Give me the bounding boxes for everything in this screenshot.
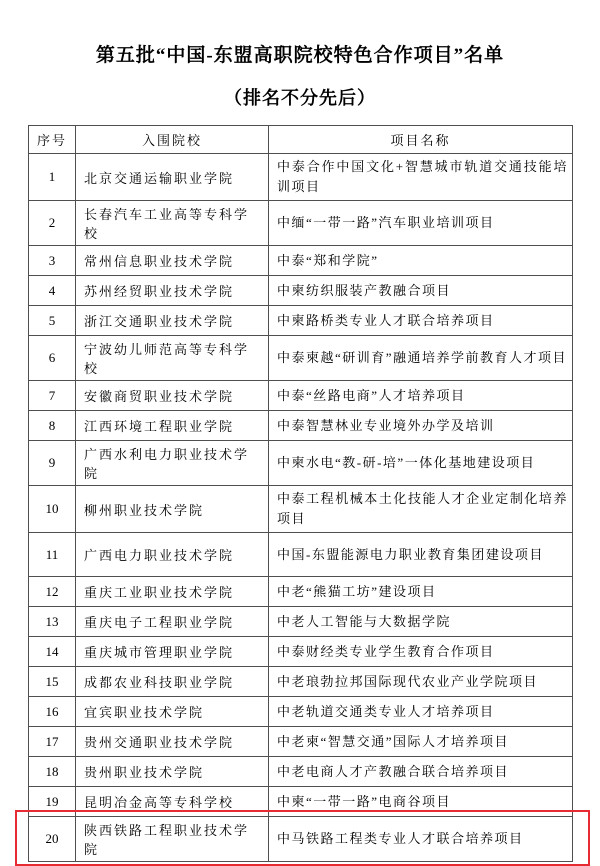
cell-no: 9 xyxy=(29,441,76,486)
cell-school: 苏州经贸职业技术学院 xyxy=(76,276,269,306)
cell-project: 中老柬“智慧交通”国际人才培养项目 xyxy=(269,727,573,757)
cell-school: 常州信息职业技术学院 xyxy=(76,246,269,276)
cell-school: 广西水利电力职业技术学院 xyxy=(76,441,269,486)
cell-school: 广西电力职业技术学院 xyxy=(76,533,269,577)
cell-no: 17 xyxy=(29,727,76,757)
cell-project: 中马铁路工程类专业人才联合培养项目 xyxy=(269,817,573,862)
table-row xyxy=(29,246,573,276)
cell-no: 12 xyxy=(29,577,76,607)
cell-school: 柳州职业技术学院 xyxy=(76,486,269,533)
cell-project: 中缅“一带一路”汽车职业培训项目 xyxy=(269,201,573,246)
cell-project: 中泰合作中国文化+智慧城市轨道交通技能培训项目 xyxy=(269,154,573,201)
table-row xyxy=(29,787,573,817)
cell-project: 中老人工智能与大数据学院 xyxy=(269,607,573,637)
col-header-school: 入围院校 xyxy=(76,126,269,154)
header-row xyxy=(29,126,573,154)
cell-project: 中泰“郑和学院” xyxy=(269,246,573,276)
table-row xyxy=(29,727,573,757)
cell-school: 贵州职业技术学院 xyxy=(76,757,269,787)
cell-no: 5 xyxy=(29,306,76,336)
table-row xyxy=(29,486,573,533)
cell-school: 成都农业科技职业学院 xyxy=(76,667,269,697)
cell-project: 中柬纺织服装产教融合项目 xyxy=(269,276,573,306)
col-header-no: 序号 xyxy=(29,126,76,154)
table-row xyxy=(29,697,573,727)
cell-no: 20 xyxy=(29,817,76,862)
table-row xyxy=(29,533,573,577)
cell-school: 安徽商贸职业技术学院 xyxy=(76,381,269,411)
cell-no: 15 xyxy=(29,667,76,697)
cell-no: 6 xyxy=(29,336,76,381)
cell-school: 重庆工业职业技术学院 xyxy=(76,577,269,607)
cell-school: 重庆城市管理职业学院 xyxy=(76,637,269,667)
table-row xyxy=(29,306,573,336)
table-row xyxy=(29,441,573,486)
table-row xyxy=(29,607,573,637)
table-row xyxy=(29,577,573,607)
table-row xyxy=(29,637,573,667)
table-row xyxy=(29,757,573,787)
cell-no: 13 xyxy=(29,607,76,637)
cell-school: 重庆电子工程职业学院 xyxy=(76,607,269,637)
table-container xyxy=(28,125,572,862)
cell-no: 19 xyxy=(29,787,76,817)
cell-project: 中柬水电“教-研-培”一体化基地建设项目 xyxy=(269,441,573,486)
cell-project: 中老琅勃拉邦国际现代农业产业学院项目 xyxy=(269,667,573,697)
cell-no: 16 xyxy=(29,697,76,727)
cell-no: 11 xyxy=(29,533,76,577)
table-row xyxy=(29,817,573,862)
cell-no: 14 xyxy=(29,637,76,667)
cell-project: 中泰柬越“研训育”融通培养学前教育人才项目 xyxy=(269,336,573,381)
cell-project: 中柬路桥类专业人才联合培养项目 xyxy=(269,306,573,336)
cell-school: 陕西铁路工程职业技术学院 xyxy=(76,817,269,862)
cell-no: 7 xyxy=(29,381,76,411)
cell-no: 4 xyxy=(29,276,76,306)
table-row xyxy=(29,201,573,246)
col-header-project: 项目名称 xyxy=(269,126,573,154)
cell-project: 中老“熊猫工坊”建设项目 xyxy=(269,577,573,607)
projects-table xyxy=(28,125,573,862)
table-row xyxy=(29,381,573,411)
table-row xyxy=(29,667,573,697)
cell-project: 中国-东盟能源电力职业教育集团建设项目 xyxy=(269,533,573,577)
cell-project: 中泰财经类专业学生教育合作项目 xyxy=(269,637,573,667)
cell-project: 中柬“一带一路”电商谷项目 xyxy=(269,787,573,817)
table-row xyxy=(29,276,573,306)
cell-school: 贵州交通职业技术学院 xyxy=(76,727,269,757)
page-title: 第五批“中国-东盟高职院校特色合作项目”名单 xyxy=(95,45,505,66)
cell-project: 中泰“丝路电商”人才培养项目 xyxy=(269,381,573,411)
cell-school: 长春汽车工业高等专科学校 xyxy=(76,201,269,246)
cell-school: 昆明冶金高等专科学校 xyxy=(76,787,269,817)
cell-no: 3 xyxy=(29,246,76,276)
cell-no: 8 xyxy=(29,411,76,441)
cell-school: 宜宾职业技术学院 xyxy=(76,697,269,727)
cell-school: 浙江交通职业技术学院 xyxy=(76,306,269,336)
cell-project: 中老电商人才产教融合联合培养项目 xyxy=(269,757,573,787)
cell-project: 中泰智慧林业专业境外办学及培训 xyxy=(269,411,573,441)
cell-school: 江西环境工程职业学院 xyxy=(76,411,269,441)
table-row xyxy=(29,154,573,201)
table-row xyxy=(29,336,573,381)
cell-school: 北京交通运输职业学院 xyxy=(76,154,269,201)
cell-no: 18 xyxy=(29,757,76,787)
cell-no: 1 xyxy=(29,154,76,201)
cell-no: 2 xyxy=(29,201,76,246)
table-row xyxy=(29,411,573,441)
page-subtitle: （排名不分先后） xyxy=(224,88,376,108)
cell-no: 10 xyxy=(29,486,76,533)
cell-project: 中泰工程机械本土化技能人才企业定制化培养项目 xyxy=(269,486,573,533)
cell-school: 宁波幼儿师范高等专科学校 xyxy=(76,336,269,381)
cell-project: 中老轨道交通类专业人才培养项目 xyxy=(269,697,573,727)
